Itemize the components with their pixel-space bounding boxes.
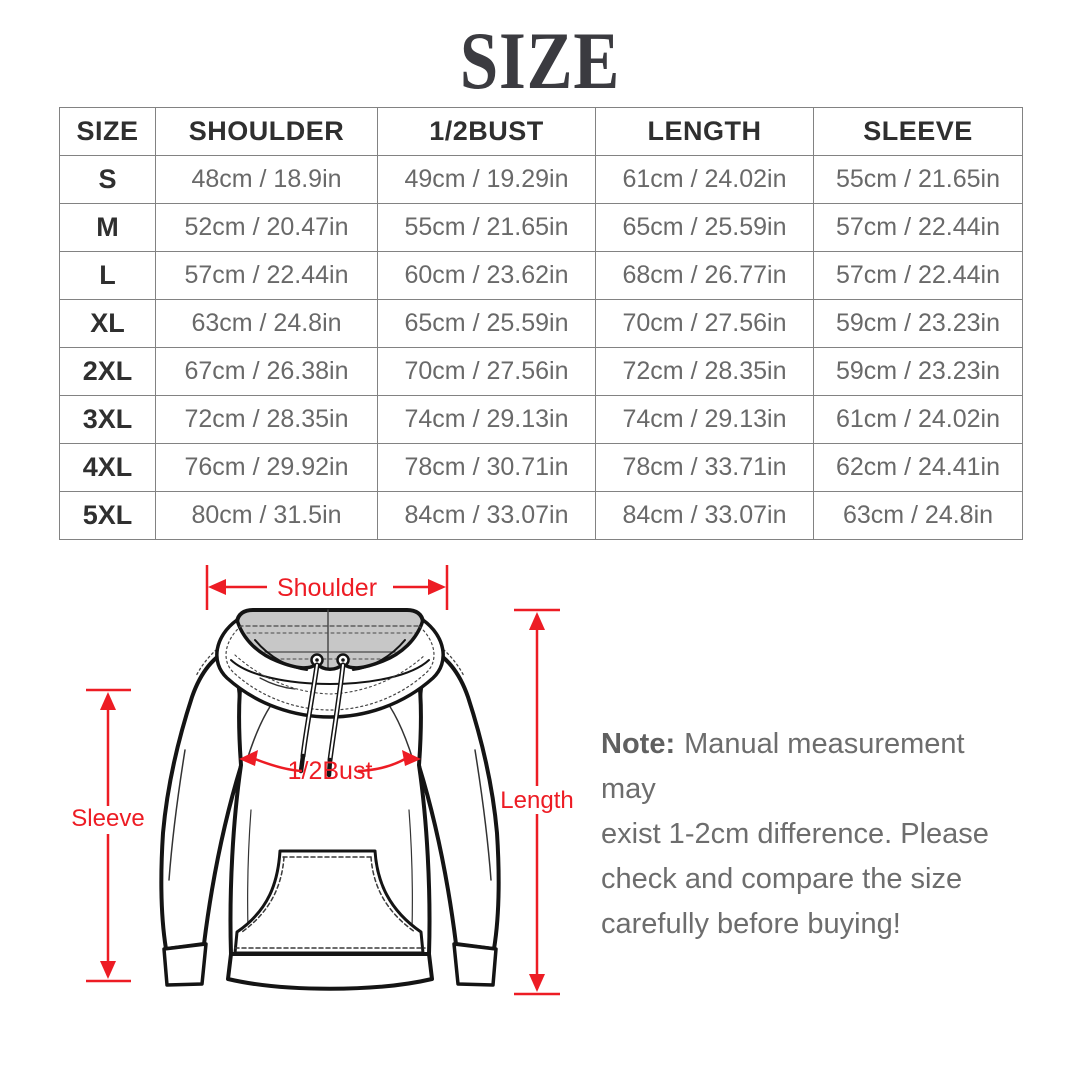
bust-value: 70cm / 27.56in <box>378 348 596 396</box>
bust-value: 60cm / 23.62in <box>378 252 596 300</box>
size-label: 5XL <box>60 492 156 540</box>
shoulder-value: 80cm / 31.5in <box>156 492 378 540</box>
sleeve-value: 62cm / 24.41in <box>814 444 1023 492</box>
shoulder-value: 52cm / 20.47in <box>156 204 378 252</box>
hoodie-illustration <box>161 610 498 989</box>
shoulder-value: 48cm / 18.9in <box>156 156 378 204</box>
bust-value: 55cm / 21.65in <box>378 204 596 252</box>
length-value: 70cm / 27.56in <box>596 300 814 348</box>
size-label: XL <box>60 300 156 348</box>
bust-value: 65cm / 25.59in <box>378 300 596 348</box>
length-label: Length <box>500 787 574 814</box>
sleeve-label: Sleeve <box>71 805 145 832</box>
shoulder-value: 72cm / 28.35in <box>156 396 378 444</box>
header-length: LENGTH <box>596 108 814 156</box>
length-value: 78cm / 33.71in <box>596 444 814 492</box>
shoulder-value: 76cm / 29.92in <box>156 444 378 492</box>
table-row <box>60 156 1023 204</box>
bust-value: 78cm / 30.71in <box>378 444 596 492</box>
sleeve-value: 57cm / 22.44in <box>814 252 1023 300</box>
header-size: SIZE <box>60 108 156 156</box>
sleeve-value: 61cm / 24.02in <box>814 396 1023 444</box>
page-title: SIZE <box>459 15 621 106</box>
size-label: M <box>60 204 156 252</box>
note-line: carefully before buying! <box>601 908 901 940</box>
sleeve-value: 59cm / 23.23in <box>814 348 1023 396</box>
note-line: exist 1-2cm difference. Please <box>601 818 989 850</box>
size-label: L <box>60 252 156 300</box>
sleeve-value: 55cm / 21.65in <box>814 156 1023 204</box>
size-label: S <box>60 156 156 204</box>
header-bust: 1/2BUST <box>378 108 596 156</box>
table-row <box>60 492 1023 540</box>
sleeve-value: 57cm / 22.44in <box>814 204 1023 252</box>
bust-label: 1/2Bust <box>287 757 373 785</box>
note-line: check and compare the size <box>601 863 963 895</box>
length-value: 84cm / 33.07in <box>596 492 814 540</box>
length-annotation <box>500 610 573 994</box>
header-sleeve: SLEEVE <box>814 108 1023 156</box>
table-header-row <box>60 108 1023 156</box>
size-label: 4XL <box>60 444 156 492</box>
table-row <box>60 300 1023 348</box>
table-row <box>60 396 1023 444</box>
size-table <box>59 107 1023 540</box>
size-label: 3XL <box>60 396 156 444</box>
shoulder-value: 57cm / 22.44in <box>156 252 378 300</box>
note-block <box>601 722 1021 947</box>
sleeve-annotation <box>71 690 144 981</box>
table-row <box>60 348 1023 396</box>
length-value: 72cm / 28.35in <box>596 348 814 396</box>
length-value: 68cm / 26.77in <box>596 252 814 300</box>
note-line <box>601 722 1021 812</box>
table-row <box>60 252 1023 300</box>
shoulder-label: Shoulder <box>276 574 378 602</box>
length-value: 65cm / 25.59in <box>596 204 814 252</box>
shoulder-value: 63cm / 24.8in <box>156 300 378 348</box>
note-text: Manual measurement may <box>601 728 965 805</box>
hoodie-measurement-diagram <box>55 560 575 1010</box>
bust-value: 84cm / 33.07in <box>378 492 596 540</box>
shoulder-annotation <box>207 565 447 610</box>
note-label: Note: <box>601 728 676 760</box>
bust-value: 49cm / 19.29in <box>378 156 596 204</box>
bust-value: 74cm / 29.13in <box>378 396 596 444</box>
sleeve-value: 63cm / 24.8in <box>814 492 1023 540</box>
shoulder-value: 67cm / 26.38in <box>156 348 378 396</box>
length-value: 74cm / 29.13in <box>596 396 814 444</box>
size-label: 2XL <box>60 348 156 396</box>
header-shoulder: SHOULDER <box>156 108 378 156</box>
sleeve-value: 59cm / 23.23in <box>814 300 1023 348</box>
table-row <box>60 444 1023 492</box>
table-row <box>60 204 1023 252</box>
length-value: 61cm / 24.02in <box>596 156 814 204</box>
